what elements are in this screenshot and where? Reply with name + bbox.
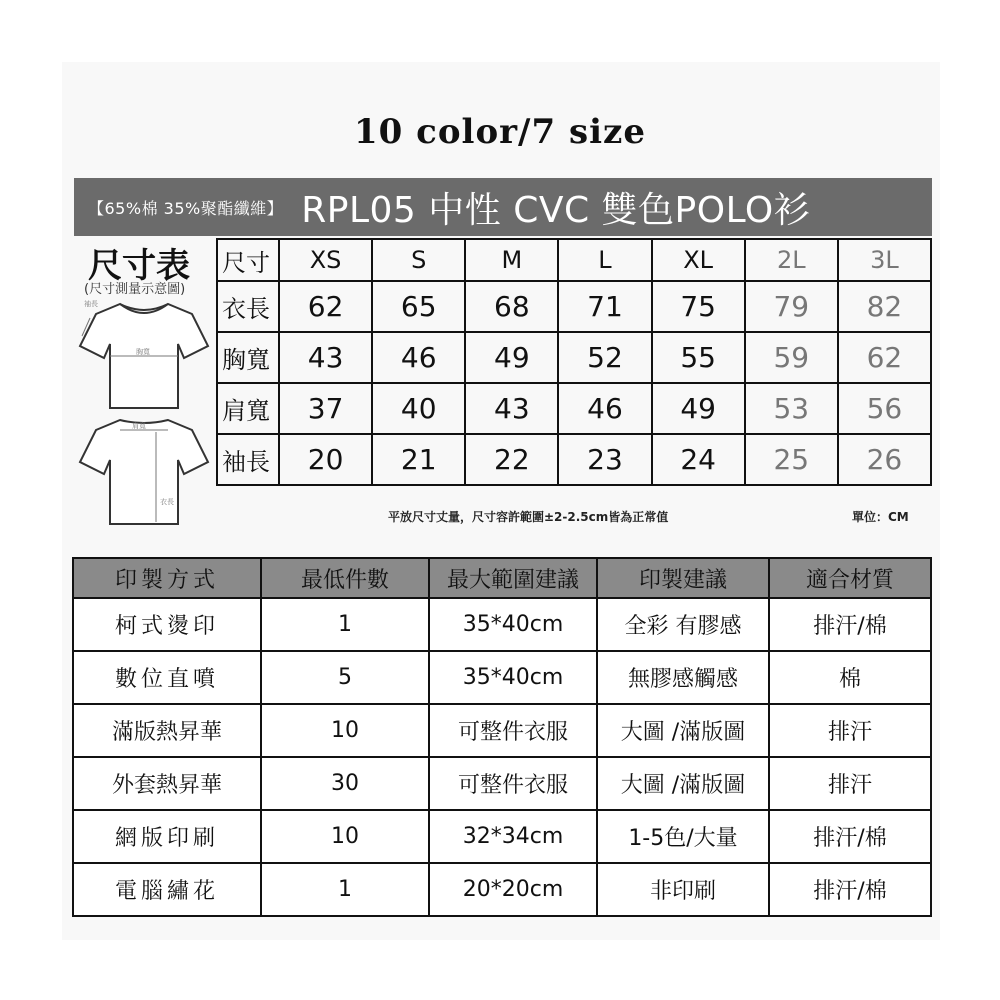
print-advice-cell: 非印刷	[597, 863, 769, 916]
header-max-area: 最大範圍建議	[429, 558, 597, 598]
size-cell: 26	[838, 434, 931, 485]
unit-label: 單位：CM	[852, 510, 909, 524]
size-cell: 62	[838, 332, 931, 383]
size-cell: 43	[465, 383, 558, 434]
size-cell: 65	[372, 281, 465, 332]
print-advice-cell: 1-5色/大量	[597, 810, 769, 863]
size-cell: 20	[279, 434, 372, 485]
row-label: 衣長	[217, 281, 279, 332]
material-cell: 排汗	[769, 757, 931, 810]
chest-diagram-label: 胸寬	[136, 348, 150, 356]
size-cell: 62	[279, 281, 372, 332]
size-header-label: 尺寸	[217, 239, 279, 281]
material-label: 【65%棉 35%聚酯纖維】	[88, 198, 284, 218]
min-quantity-cell: 5	[261, 651, 429, 704]
size-cell: 46	[372, 332, 465, 383]
print-header-row	[73, 558, 931, 598]
max-area-cell: 32*34cm	[429, 810, 597, 863]
min-quantity-cell: 1	[261, 598, 429, 651]
table-row	[73, 810, 931, 863]
max-area-cell: 可整件衣服	[429, 704, 597, 757]
size-table	[216, 238, 932, 486]
size-cell: 59	[745, 332, 838, 383]
header-print-advice: 印製建議	[597, 558, 769, 598]
size-row-length	[217, 281, 931, 332]
shoulder-diagram-label: 肩寬	[132, 422, 146, 430]
size-cell: 82	[838, 281, 931, 332]
size-cell: 43	[279, 332, 372, 383]
size-col-s: S	[372, 239, 465, 281]
size-cell: 56	[838, 383, 931, 434]
material-cell: 排汗/棉	[769, 863, 931, 916]
size-cell: 37	[279, 383, 372, 434]
tshirt-front-diagram	[76, 292, 212, 412]
print-method-cell: 網版印刷	[73, 810, 261, 863]
size-cell: 21	[372, 434, 465, 485]
table-row	[73, 598, 931, 651]
print-method-table	[72, 557, 932, 917]
product-banner	[74, 178, 932, 236]
table-row	[73, 863, 931, 916]
size-cell: 40	[372, 383, 465, 434]
material-cell: 棉	[769, 651, 931, 704]
size-cell: 22	[465, 434, 558, 485]
header-min-quantity: 最低件數	[261, 558, 429, 598]
material-cell: 排汗/棉	[769, 598, 931, 651]
size-cell: 25	[745, 434, 838, 485]
row-label: 袖長	[217, 434, 279, 485]
size-cell: 55	[652, 332, 745, 383]
table-row	[73, 704, 931, 757]
page-title: 10 color/7 size	[354, 112, 646, 152]
size-cell: 68	[465, 281, 558, 332]
material-cell: 排汗	[769, 704, 931, 757]
max-area-cell: 20*20cm	[429, 863, 597, 916]
size-cell: 53	[745, 383, 838, 434]
print-advice-cell: 全彩 有膠感	[597, 598, 769, 651]
size-col-3l: 3L	[838, 239, 931, 281]
size-cell: 23	[558, 434, 651, 485]
size-col-2l: 2L	[745, 239, 838, 281]
print-method-cell: 柯式燙印	[73, 598, 261, 651]
size-cell: 75	[652, 281, 745, 332]
min-quantity-cell: 30	[261, 757, 429, 810]
size-row-sleeve	[217, 434, 931, 485]
size-row-chest	[217, 332, 931, 383]
min-quantity-cell: 10	[261, 810, 429, 863]
product-name: RPL05 中性 CVC 雙色POLO衫	[301, 189, 811, 231]
size-col-l: L	[558, 239, 651, 281]
row-label: 胸寬	[217, 332, 279, 383]
print-method-cell: 外套熱昇華	[73, 757, 261, 810]
min-quantity-cell: 1	[261, 863, 429, 916]
table-row	[73, 757, 931, 810]
size-cell: 49	[652, 383, 745, 434]
measurement-note: 平放尺寸丈量，尺寸容許範圍±2-2.5cm皆為正常值	[388, 510, 669, 524]
print-advice-cell: 大圖 /滿版圖	[597, 757, 769, 810]
size-cell: 71	[558, 281, 651, 332]
size-col-m: M	[465, 239, 558, 281]
max-area-cell: 35*40cm	[429, 598, 597, 651]
header-print-method: 印製方式	[73, 558, 261, 598]
size-col-xs: XS	[279, 239, 372, 281]
print-method-cell: 滿版熱昇華	[73, 704, 261, 757]
size-cell: 52	[558, 332, 651, 383]
size-chart-title: 尺寸表	[88, 246, 190, 286]
size-header-row	[217, 239, 931, 281]
table-row	[73, 651, 931, 704]
tshirt-back-diagram	[76, 408, 212, 528]
row-label: 肩寬	[217, 383, 279, 434]
size-row-shoulder	[217, 383, 931, 434]
size-cell: 49	[465, 332, 558, 383]
print-method-cell: 數位直噴	[73, 651, 261, 704]
max-area-cell: 35*40cm	[429, 651, 597, 704]
size-cell: 24	[652, 434, 745, 485]
tshirt-outline	[80, 420, 208, 524]
header-material: 適合材質	[769, 558, 931, 598]
size-col-xl: XL	[652, 239, 745, 281]
material-cell: 排汗/棉	[769, 810, 931, 863]
size-chart-subtitle: (尺寸測量示意圖)	[84, 282, 186, 297]
size-cell: 79	[745, 281, 838, 332]
print-advice-cell: 無膠感觸感	[597, 651, 769, 704]
print-method-cell: 電腦繡花	[73, 863, 261, 916]
length-diagram-label: 衣長	[160, 498, 174, 506]
max-area-cell: 可整件衣服	[429, 757, 597, 810]
print-advice-cell: 大圖 /滿版圖	[597, 704, 769, 757]
min-quantity-cell: 10	[261, 704, 429, 757]
sleeve-diagram-label: 袖長	[84, 300, 98, 308]
size-cell: 46	[558, 383, 651, 434]
